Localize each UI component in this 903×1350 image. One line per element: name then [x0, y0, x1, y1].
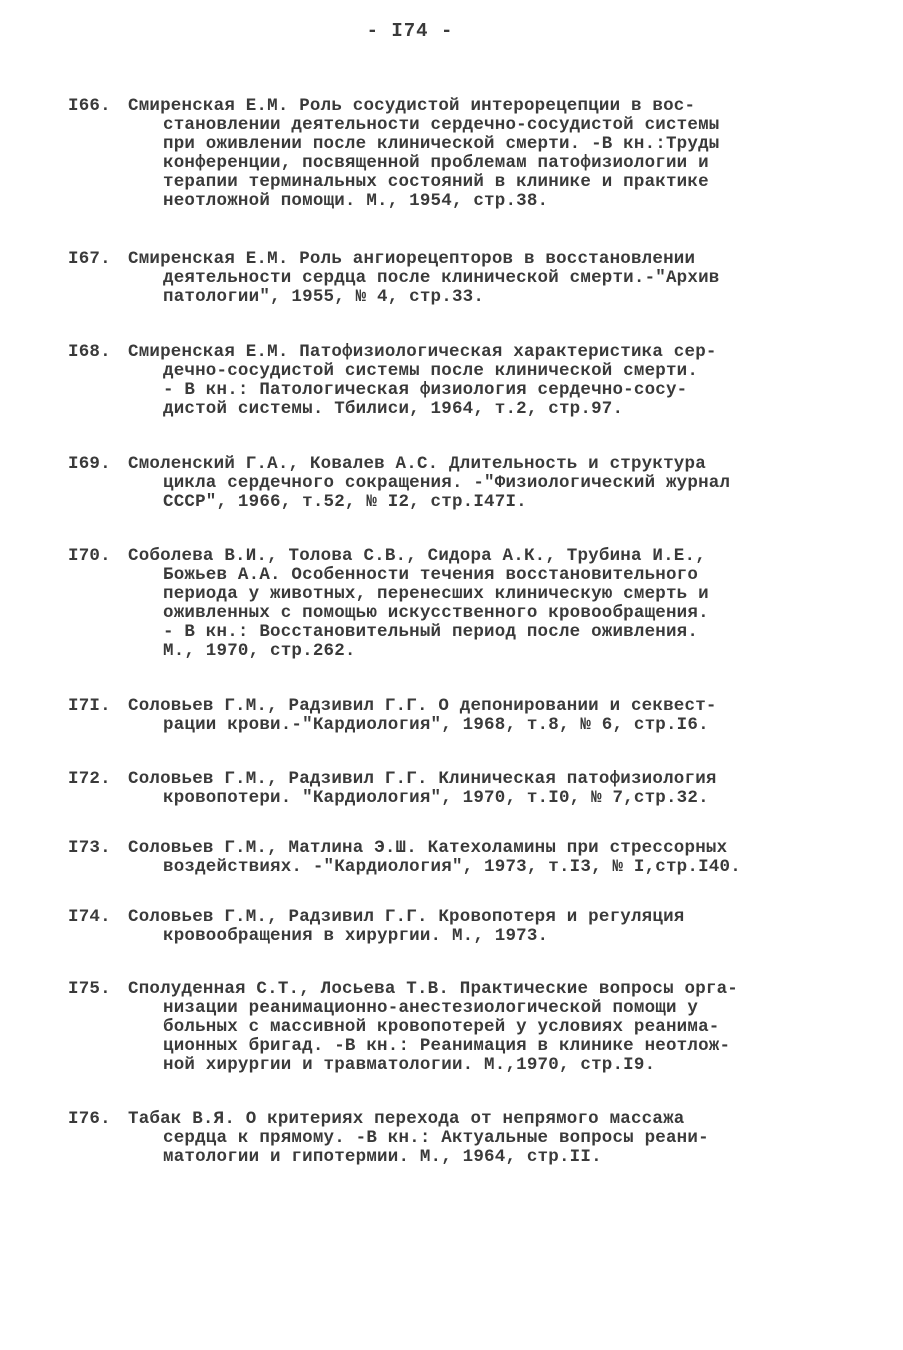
entry-text-line: терапии терминальных состояний в клинике и практике	[163, 172, 709, 192]
entry-text-line: становлении деятельности сердечно-сосудистой системы	[163, 115, 720, 135]
entry-text-line: дечно-сосудистой системы после клинической смерти.	[163, 361, 699, 381]
bibliography-entry-173	[68, 839, 858, 877]
entry-number: I73.	[68, 838, 111, 858]
bibliography-entry-168	[68, 343, 858, 419]
entry-number: I66.	[68, 96, 111, 116]
entry-text-line: Смиренская Е.М. Патофизиологическая характеристика сер-	[128, 342, 717, 362]
entry-text-line: ционных бригад. -В кн.: Реанимация в клинике неотлож-	[163, 1036, 731, 1056]
entry-text-line: Божьев А.А. Особенности течения восстановительного	[163, 565, 699, 585]
bibliography-entry-170	[68, 547, 858, 661]
entry-text-line: оживленных с помощью искусственного кровообращения.	[163, 603, 709, 623]
entry-number: I68.	[68, 342, 111, 362]
bibliography-entry-171	[68, 697, 858, 735]
entry-number: I75.	[68, 979, 111, 999]
entry-text-line: дистой системы. Тбилиси, 1964, т.2, стр.97.	[163, 399, 624, 419]
entry-text-line: сердца к прямому. -В кн.: Актуальные вопросы реани-	[163, 1128, 709, 1148]
entry-number: I76.	[68, 1109, 111, 1129]
entry-number: I7I.	[68, 696, 111, 716]
entry-text-line: матологии и гипотермии. М., 1964, стр.II.	[163, 1147, 602, 1167]
entry-text-line: Табак В.Я. О критериях перехода от непрямого массажа	[128, 1109, 685, 1129]
entry-text-line: неотложной помощи. М., 1954, стр.38.	[163, 191, 549, 211]
entry-text-line: - В кн.: Патологическая физиология сердечно-сосу-	[163, 380, 688, 400]
bibliography-entry-166	[68, 97, 858, 211]
entry-text-line: ной хирургии и травматологии. М.,1970, стр.I9.	[163, 1055, 656, 1075]
entry-text-line: патологии", 1955, № 4, стр.33.	[163, 287, 485, 307]
entry-text-line: Соболева В.И., Толова С.В., Сидора А.К., Трубина И.Е.,	[128, 546, 706, 566]
entry-text-line: кровообращения в хирургии. М., 1973.	[163, 926, 549, 946]
entry-text-line: периода у животных, перенесших клиническую смерть и	[163, 584, 709, 604]
bibliography-entry-174	[68, 908, 858, 946]
entry-text-line: Сполуденная С.Т., Лосьева Т.В. Практические вопросы орга-	[128, 979, 738, 999]
entry-number: I74.	[68, 907, 111, 927]
entry-number: I70.	[68, 546, 111, 566]
entry-text-line: Смиренская Е.М. Роль ангиорецепторов в восстановлении	[128, 249, 696, 269]
entry-text-line: Соловьев Г.М., Радзивил Г.Г. Кровопотеря и регуляция	[128, 907, 685, 927]
entry-text-line: больных с массивной кровопотерей у условиях реанима-	[163, 1017, 720, 1037]
entry-text-line: - В кн.: Восстановительный период после оживления.	[163, 622, 699, 642]
entry-text-line: кровопотери. "Кардиология", 1970, т.I0, № 7,стр.32.	[163, 788, 709, 808]
bibliography-entry-167	[68, 250, 858, 307]
entry-text-line: СССР", 1966, т.52, № I2, стр.I47I.	[163, 492, 527, 512]
entry-number: I69.	[68, 454, 111, 474]
entry-text-line: Соловьев Г.М., Радзивил Г.Г. Клиническая патофизиология	[128, 769, 717, 789]
bibliography-entry-176	[68, 1110, 858, 1167]
entry-text-line: Смоленский Г.А., Ковалев А.С. Длительность и структура	[128, 454, 706, 474]
entry-text-line: при оживлении после клинической смерти. -В кн.:Труды	[163, 134, 720, 154]
bibliography-entry-175	[68, 980, 858, 1075]
entry-text-line: цикла сердечного сокращения. -"Физиологический журнал	[163, 473, 731, 493]
entry-text-line: Смиренская Е.М. Роль сосудистой интерорецепции в вос-	[128, 96, 696, 116]
page-number: - I74 -	[366, 20, 454, 42]
entry-number: I72.	[68, 769, 111, 789]
entry-text-line: деятельности сердца после клинической смерти.-"Архив	[163, 268, 720, 288]
entry-text-line: Соловьев Г.М., Матлина Э.Ш. Катехоламины при стрессорных	[128, 838, 728, 858]
bibliography-entry-172	[68, 770, 858, 808]
entry-text-line: конференции, посвященной проблемам патофизиологии и	[163, 153, 709, 173]
entry-number: I67.	[68, 249, 111, 269]
entry-text-line: низации реанимационно-анестезиологической помощи у	[163, 998, 699, 1018]
bibliography-entry-169	[68, 455, 858, 512]
entry-text-line: воздействиях. -"Кардиология", 1973, т.I3, № I,стр.I40.	[163, 857, 741, 877]
entry-text-line: рации крови.-"Кардиология", 1968, т.8, № 6, стр.I6.	[163, 715, 709, 735]
entry-text-line: М., 1970, стр.262.	[163, 641, 356, 661]
entry-text-line: Соловьев Г.М., Радзивил Г.Г. О депонировании и секвест-	[128, 696, 717, 716]
